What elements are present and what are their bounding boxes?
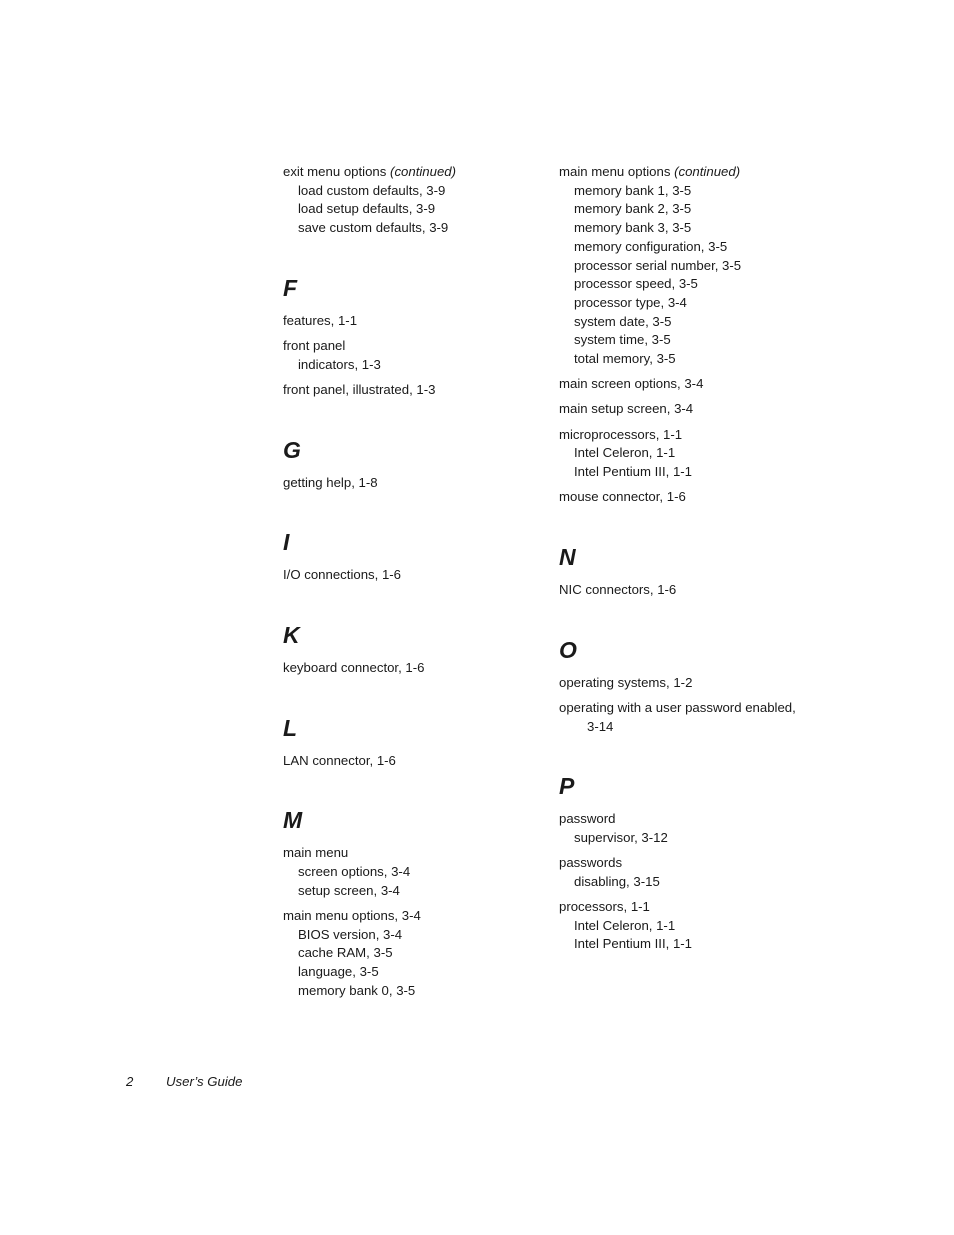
index-subentry: setup screen, 3-4 [298,882,400,898]
index-section-letter: I [283,529,290,556]
index-section-letter: O [559,636,577,663]
index-subentry: Intel Celeron, 1-1 [574,917,676,933]
index-column-left [283,163,548,1007]
index-subentry: save custom defaults, 3-9 [298,220,449,236]
index-entry [559,163,824,369]
index-section-letter: N [559,543,576,570]
index-entry-term: mouse connector, 1-6 [559,489,686,505]
index-entry-head [283,566,548,585]
index-section-letter: G [283,436,301,463]
index-entry-term: NIC connectors, 1-6 [559,581,677,597]
index-entry-head [559,581,824,600]
index-subentry: memory bank 1, 3-5 [574,182,692,198]
index-subentry: memory bank 2, 3-5 [574,201,692,217]
index-entry-term: microprocessors, 1-1 [559,426,683,442]
index-entry-term: processors, 1-1 [559,899,650,915]
index-subentry: Intel Celeron, 1-1 [574,445,676,461]
index-subentry: memory bank 3, 3-5 [574,220,692,236]
index-entry-term: main menu options [559,164,671,179]
index-subentry: memory bank 0, 3-5 [298,982,416,998]
index-entry-head [283,337,548,356]
index-entry-head [559,375,824,394]
index-entry-wrap: 3-14 [587,718,614,734]
index-entry-term: getting help, 1-8 [283,474,378,490]
index-entry-head [559,898,824,917]
index-entry-head [559,426,824,445]
index-entry [559,810,824,847]
guide-title: User’s Guide [166,1074,243,1089]
index-column-right [559,163,824,961]
index-subentry: supervisor, 3-12 [574,829,668,845]
index-entry [559,898,824,954]
index-entry-term: operating systems, 1-2 [559,674,693,690]
index-subentry: processor type, 3-4 [574,294,687,310]
index-subentry: system time, 3-5 [574,332,671,348]
index-entry-term: LAN connector, 1-6 [283,752,396,768]
index-entry [283,907,548,1001]
index-subentry: language, 3-5 [298,964,379,980]
index-entry-head [283,474,548,493]
page-number: 2 [126,1074,134,1089]
index-entry [283,566,548,585]
index-entry [283,474,548,493]
index-entry [283,381,548,400]
index-entry [283,337,548,374]
index-subentry: system date, 3-5 [574,313,672,329]
index-entry-term: front panel [283,338,346,354]
index-entry-term: operating with a user password enabled, [559,699,796,715]
index-subentry: processor serial number, 3-5 [574,257,742,273]
index-section-letter: L [283,714,298,741]
index-entry [559,699,824,736]
index-subentry: load setup defaults, 3-9 [298,201,436,217]
index-entry-term: passwords [559,855,623,871]
index-entry-term: keyboard connector, 1-6 [283,660,425,676]
index-entry-head [559,810,824,829]
index-entry-term: password [559,811,616,827]
index-entry-head [283,844,548,863]
index-entry-head [283,752,548,771]
index-entry [283,659,548,678]
index-entry-head [559,400,824,419]
index-entry [559,400,824,419]
index-subentry: cache RAM, 3-5 [298,945,393,961]
index-entry [283,752,548,771]
index-subentry: processor speed, 3-5 [574,276,698,292]
index-entry [559,426,824,482]
index-entry [559,375,824,394]
index-subentry: screen options, 3-4 [298,864,411,880]
index-entry [559,674,824,693]
index-section-letter: P [559,773,575,800]
index-entry-head [559,854,824,873]
index-entry [559,854,824,891]
index-entry-term: exit menu options [283,164,387,179]
index-entry-head [559,699,824,718]
index-entry [559,581,824,600]
index-entry [283,163,548,238]
index-entry-head [559,488,824,507]
index-entry-head [283,381,548,400]
index-subentry: load custom defaults, 3-9 [298,182,446,198]
index-subentry: memory configuration, 3-5 [574,238,728,254]
index-subentry: BIOS version, 3-4 [298,926,403,942]
index-entry-head [283,163,548,182]
index-section-letter: K [283,622,300,649]
index-entry-term: front panel, illustrated, 1-3 [283,381,436,397]
index-entry [283,312,548,331]
index-entry-head [283,907,548,926]
index-entry [283,844,548,900]
index-subentry: Intel Pentium III, 1-1 [574,936,693,952]
index-section-letter: M [283,807,303,834]
index-subentry: disabling, 3-15 [574,873,660,889]
index-entry-term: main menu options, 3-4 [283,908,421,924]
continued-label: (continued) [390,164,457,179]
index-entry-term: features, 1-1 [283,312,358,328]
index-subentry: indicators, 1-3 [298,356,381,372]
index-entry-head [559,674,824,693]
index-entry-term: main screen options, 3-4 [559,376,704,392]
continued-label: (continued) [674,164,741,179]
index-subentry: total memory, 3-5 [574,351,676,367]
index-entry-head [283,659,548,678]
index-subentry: Intel Pentium III, 1-1 [574,464,693,480]
index-entry-term: I/O connections, 1-6 [283,567,402,583]
index-entry-head [559,163,824,182]
index-entry-term: main menu [283,845,349,861]
index-section-letter: F [283,274,298,301]
index-entry [559,488,824,507]
index-entry-head [283,312,548,331]
index-entry-term: main setup screen, 3-4 [559,401,694,417]
